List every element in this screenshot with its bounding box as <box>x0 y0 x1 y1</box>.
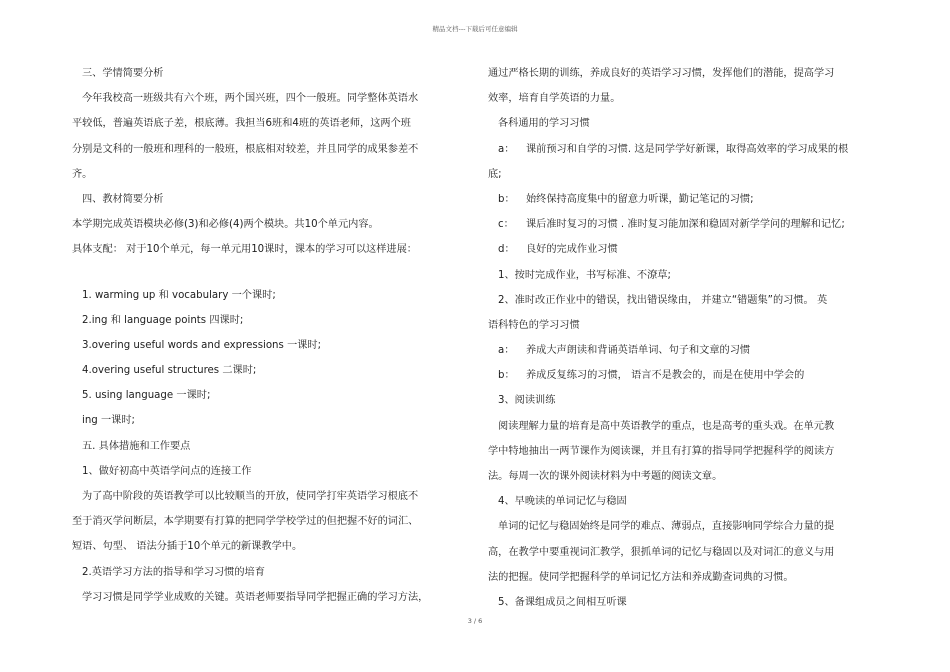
habit-item-text: 养成大声朗读和背诵英语单词、句子和文章的习惯 <box>526 345 751 357</box>
list-item: ing 一课时; <box>82 415 135 427</box>
habit-item <box>488 368 880 393</box>
paragraph-line: 短语、句型、 语法分插于10个单元的新课教学中。 <box>72 541 303 553</box>
section-heading: 三、学情简要分析 <box>82 68 164 79</box>
paragraph-line: 高，在教学中要重视词汇教学，狠抓单词的记忆与稳固以及对词汇的意义与用 <box>488 546 835 558</box>
paragraph-line: 单词的记忆与稳固始终是同学的难点、薄弱点，直接影响同学综合力量的提 <box>498 521 835 533</box>
paragraph-line: 阅读理解力量的培育是高中英语教学的重点，也是高考的重头戏。在单元教 <box>498 420 835 432</box>
habit-item <box>488 242 880 267</box>
blank-line <box>72 268 464 288</box>
section-heading: 五. 具体措施和工作要点 <box>82 440 191 452</box>
right-column <box>488 66 880 620</box>
paragraph-line: 效率，培育自学英语的力量。 <box>488 93 621 105</box>
paragraph-line: 为了高中阶段的英语教学可以比较顺当的开放，使同学打牢英语学习根底不 <box>82 491 419 502</box>
habit-item-label: c： <box>498 219 514 231</box>
paragraph-line: 今年我校高一班级共有六个班，两个国兴班，四个一般班。同学整体英语水 <box>82 93 419 105</box>
habit-item-label: b： <box>498 370 515 382</box>
habit-item-label: a： <box>498 143 515 155</box>
subsection-heading: 3、阅读训练 <box>498 395 556 407</box>
paragraph-line: 本学期完成英语模块必修(3)和必修(4)两个模块。共10个单元内容。 <box>72 219 379 231</box>
habit-item-text: 养成反复练习的习惯， 语言不是教会的，而是在使用中学会的 <box>526 370 805 382</box>
habit-item-text: 课前预习和自学的习惯. 这是同学学好新课，取得高效率的学习成果的根 <box>526 143 849 155</box>
page-number: 3 / 6 <box>467 617 483 625</box>
list-item: 1、按时完成作业，书写标准、不潦草; <box>498 269 671 281</box>
habit-item <box>488 192 880 217</box>
paragraph-line: 通过严格长期的训练，养成良好的英语学习习惯，发挥他们的潜能，提高学习 <box>488 68 835 79</box>
list-item: 2、准时改正作业中的错误，找出错误缘由， 并建立“错题集”的习惯。 英 <box>498 294 828 306</box>
list-item: 5. using language 一课时; <box>82 390 211 402</box>
paragraph-line: 法。每周一次的课外阅读材料为中考题的阅读文章。 <box>488 471 723 482</box>
list-item: 1. warming up 和 vocabulary 一个课时; <box>82 289 276 301</box>
paragraph-line: 法的把握。使同学把握科学的单词记忆方法和养成勤查词典的习惯。 <box>488 571 794 583</box>
habit-item <box>488 217 880 242</box>
paragraph-line: 分别是文科的一般班和理科的一般班，根底相对较差，并且同学的成果参差不 <box>72 143 419 155</box>
subsection-heading: 2.英语学习方法的指导和学习习惯的培育 <box>82 566 265 578</box>
left-column <box>72 66 464 615</box>
habit-item-text: 课后准时复习的习惯 . 准时复习能加深和稳固对新学学问的理解和记忆; <box>526 219 845 231</box>
habit-item-label: a： <box>498 345 515 357</box>
page-header: 精品文档---下载后可任意编辑 <box>432 25 518 33</box>
list-item: 3.overing useful words and expressions 一课时; <box>82 339 322 351</box>
section-heading: 四、教材简要分析 <box>82 193 164 205</box>
habit-item <box>488 343 880 368</box>
paragraph-line: 语科特色的学习习惯 <box>488 319 580 331</box>
habit-item-continuation <box>488 167 880 192</box>
habit-item-label: b： <box>498 193 515 205</box>
list-item: 4.overing useful structures 二课时; <box>82 365 257 377</box>
subsection-heading: 4、早晚读的单词记忆与稳固 <box>498 496 627 508</box>
paragraph-line: 至于消灭学问断层，本学期要有打算的把同学学校学过的但把握不好的词汇、 <box>72 516 419 528</box>
paragraph-line: 具体支配： 对于10个单元，每一单元用10课时，课本的学习可以这样进展： <box>72 244 417 256</box>
list-item: 2.ing 和 language points 四课时; <box>82 314 244 326</box>
subsection-heading: 各科通用的学习习惯 <box>498 118 590 130</box>
paragraph-line: 平较低，普遍英语底子差，根底薄。我担当6班和4班的英语老师，这两个班 <box>72 118 411 130</box>
paragraph-line: 学习习惯是同学学业成败的关键。英语老师要指导同学把握正确的学习方法， <box>82 591 429 603</box>
habit-item-text: 底; <box>488 168 502 180</box>
habit-item-text: 始终保持高度集中的留意力听课，勤记笔记的习惯; <box>526 193 754 205</box>
paragraph-line: 齐。 <box>72 168 93 180</box>
subsection-heading: 1、做好初高中英语学问点的连接工作 <box>82 465 252 477</box>
habit-item-label: d： <box>498 244 515 256</box>
subsection-heading: 5、备课组成员之间相互听课 <box>498 596 627 608</box>
habit-item <box>488 142 880 167</box>
paragraph-line: 学中特地抽出一两节课作为阅读课，并且有打算的指导同学把握科学的阅读方 <box>488 445 835 457</box>
habit-item-text: 良好的完成作业习惯 <box>526 244 618 256</box>
